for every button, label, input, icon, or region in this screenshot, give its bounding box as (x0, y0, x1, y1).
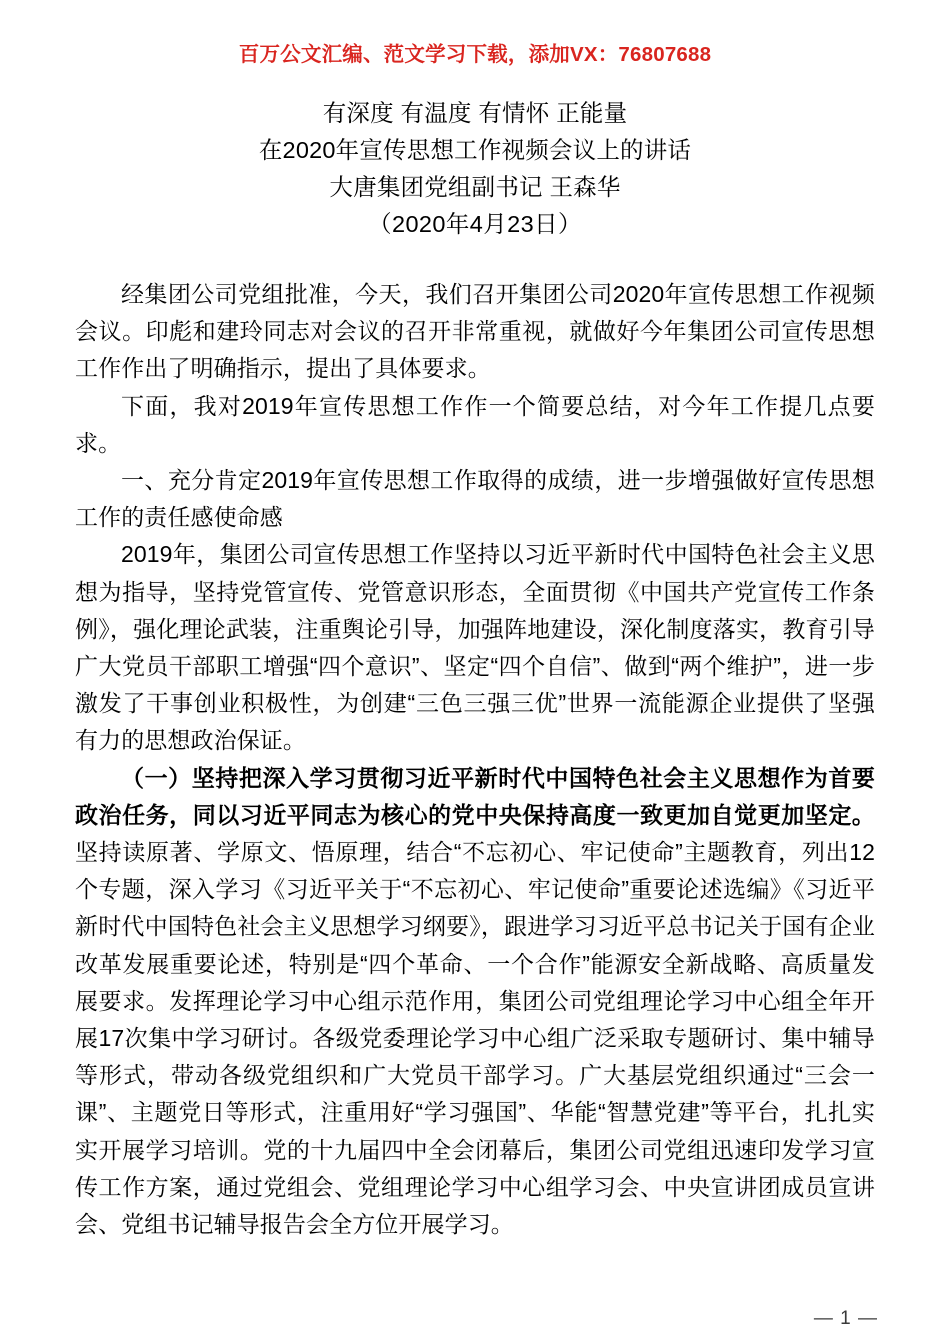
title-slogan: 有深度 有温度 有情怀 正能量 (322, 100, 628, 126)
page-number-footer: — 1 — (813, 1308, 878, 1329)
title-date: （2020年4月23日） (368, 211, 582, 237)
paragraph-outline: 下面，我对2019年宣传思想工作作一个简要总结，对今年工作提几点要求。 (75, 392, 875, 456)
document-body (75, 276, 875, 1243)
subsection-one-lead: （一）坚持把深入学习贯彻习近平新时代中国特色社会主义思想作为首要政治任务，同以习近平同志为核心的党中央保持高度一致更加自觉更加坚定。 (75, 764, 875, 828)
section-heading-one: 一、充分肯定2019年宣传思想工作取得的成绩，进一步增强做好宣传思想工作的责任感使命感 (75, 467, 875, 531)
subsection-one-text: 坚持读原著、学原文、悟原理，结合“不忘初心、牢记使命”主题教育，列出12个专题，深入学习《习近平关于“不忘初心、牢记使命”重要论述选编》《习近平新时代中国特色社会主义思想学习纲要》，跟进学习习近平总书记关于国有企业改革发展重要论述，特别是“四个革命、一个合作”能源安全新战略、高质量发展要求。发挥理论学习中心组示范作用，集团公司党组理论学习中心组全年开展17次集中学习研讨。各级党委理论学习中心组广泛采取专题研讨、集中辅导等形式，带动各级党组织和广大党员干部学习。广大基层党组织通过“三会一课”、主题党日等形式，注重用好“学习强国”、华能“智慧党建”等平台，扎扎实实开展学习培训。党的十九届四中全会闭幕后，集团公司党组迅速印发学习宣传工作方案，通过党组会、党组理论学习中心组学习会、中央宣讲团成员宣讲会、党组书记辅导报告会全方位开展学习。 (75, 839, 875, 1238)
paragraph-2019-summary: 2019年，集团公司宣传思想工作坚持以习近平新时代中国特色社会主义思想为指导，坚持党管宣传、党管意识形态，全面贯彻《中国共产党宣传工作条例》，强化理论武装，注重舆论引导，加强阵地建设，深化制度落实，教育引导广大党员干部职工增强“四个意识”、坚定“四个自信”、做到“两个维护”，进一步激发了干事创业积极性，为创建“三色三强三优”世界一流能源企业提供了坚强有力的思想政治保证。 (75, 541, 875, 754)
paragraph-intro: 经集团公司党组批准，今天，我们召开集团公司2020年宣传思想工作视频会议。印彪和建玲同志对会议的召开非常重视，就做好今年集团公司宣传思想工作作出了明确指示，提出了具体要求。 (75, 281, 875, 382)
title-speaker: 大唐集团党组副书记 王森华 (329, 174, 621, 200)
title-block (0, 95, 950, 243)
promo-banner: 百万公文汇编、范文学习下载，添加VX：76807688 (238, 43, 712, 66)
title-main: 在2020年宣传思想工作视频会议上的讲话 (258, 137, 692, 163)
paragraph-subsection-one (75, 760, 875, 1244)
